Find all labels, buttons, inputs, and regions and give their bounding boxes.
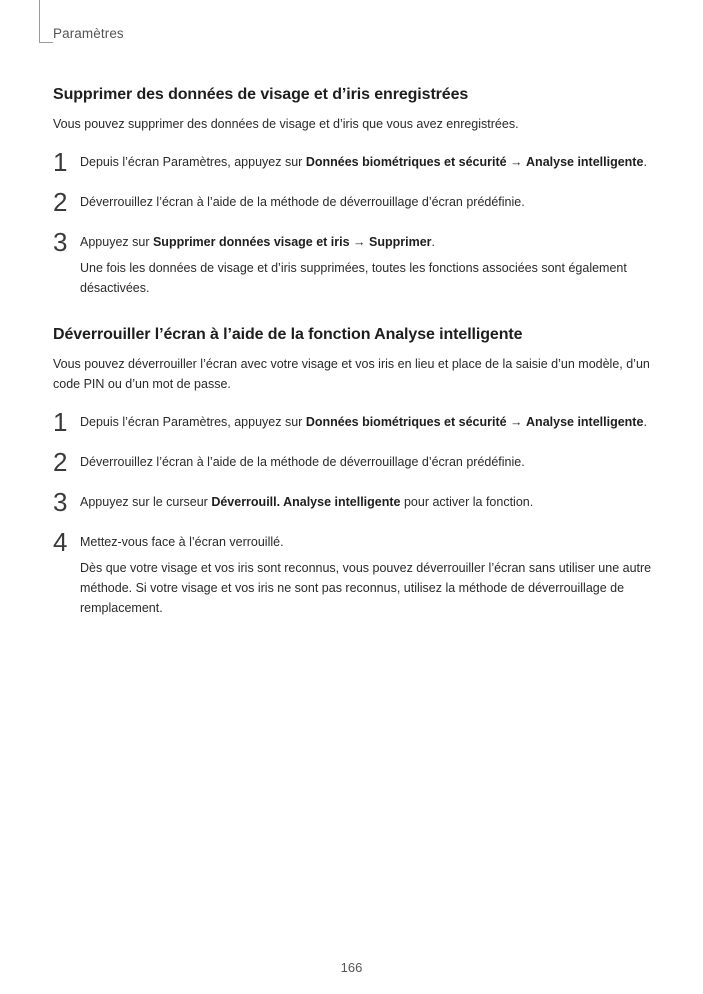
step-note: Une fois les données de visage et d’iris supprimées, toutes les fonctions associées sont également désactivées. — [80, 261, 627, 295]
header-rule-horizontal — [39, 42, 53, 43]
step-number: 2 — [53, 447, 68, 477]
step-text: Déverrouillez l’écran à l’aide de la méthode de déverrouillage d’écran prédéfinie. — [80, 455, 525, 469]
menu-path-2: Analyse intelligente — [526, 415, 644, 429]
section-1-intro: Vous pouvez supprimer des données de visage et d’iris que vous avez enregistrées. — [53, 117, 519, 131]
menu-path-1: Données biométriques et sécurité — [305, 415, 507, 429]
step-text: Déverrouillez l’écran à l’aide de la méthode de déverrouillage d’écran prédéfinie. — [80, 195, 525, 209]
step-note: Dès que votre visage et vos iris sont reconnus, vous pouvez déverrouiller l’écran sans utiliser une autre méthode. Si votre visage et vos iris ne sont pas reconnus, utilisez la méthode de déverrouillage de remplacement. — [80, 561, 652, 615]
menu-path-2: Supprimer — [369, 235, 432, 249]
section-2-intro: Vous pouvez déverrouiller l’écran avec votre visage et vos iris en lieu et place de la saisie d’un modèle, d’un code PIN ou d’un mot de passe. — [53, 357, 650, 391]
step-number: 4 — [53, 527, 68, 557]
section-2-title: Déverrouiller l’écran à l’aide de la fonction Analyse intelligente — [53, 326, 523, 343]
section-2-step-2 — [53, 447, 653, 477]
menu-path-2: Analyse intelligente — [526, 155, 644, 169]
step-text: Depuis l’écran Paramètres, appuyez sur Données biométriques et sécurité → Analyse intelligente. — [80, 415, 647, 429]
step-text: Appuyez sur Supprimer données visage et iris → Supprimer. — [80, 235, 436, 249]
step-number: 2 — [53, 187, 68, 217]
running-header: Paramètres — [53, 26, 124, 41]
section-1-step-3 — [53, 227, 653, 298]
section-1-step-2 — [53, 187, 653, 217]
step-number: 1 — [53, 407, 68, 437]
menu-path-1: Données biométriques et sécurité — [305, 155, 507, 169]
menu-path-1: Déverrouill. Analyse intelligente — [211, 495, 401, 509]
page-content — [53, 84, 653, 618]
section-1-title: Supprimer des données de visage et d’iris enregistrées — [53, 86, 469, 103]
step-text: Mettez-vous face à l’écran verrouillé. — [80, 535, 284, 549]
page-number: 166 — [340, 960, 363, 975]
step-text: Depuis l’écran Paramètres, appuyez sur Données biométriques et sécurité → Analyse intelligente. — [80, 155, 647, 169]
step-number: 3 — [53, 227, 68, 257]
section-2-step-3 — [53, 487, 653, 517]
step-number: 3 — [53, 487, 68, 517]
section-1-step-1 — [53, 147, 653, 177]
section-2-step-4 — [53, 527, 653, 618]
section-2-step-1 — [53, 407, 653, 437]
header-rule-vertical — [39, 0, 40, 42]
step-number: 1 — [53, 147, 68, 177]
menu-path-1: Supprimer données visage et iris — [152, 235, 350, 249]
step-text: Appuyez sur le curseur Déverrouill. Analyse intelligente pour activer la fonction. — [80, 495, 534, 509]
